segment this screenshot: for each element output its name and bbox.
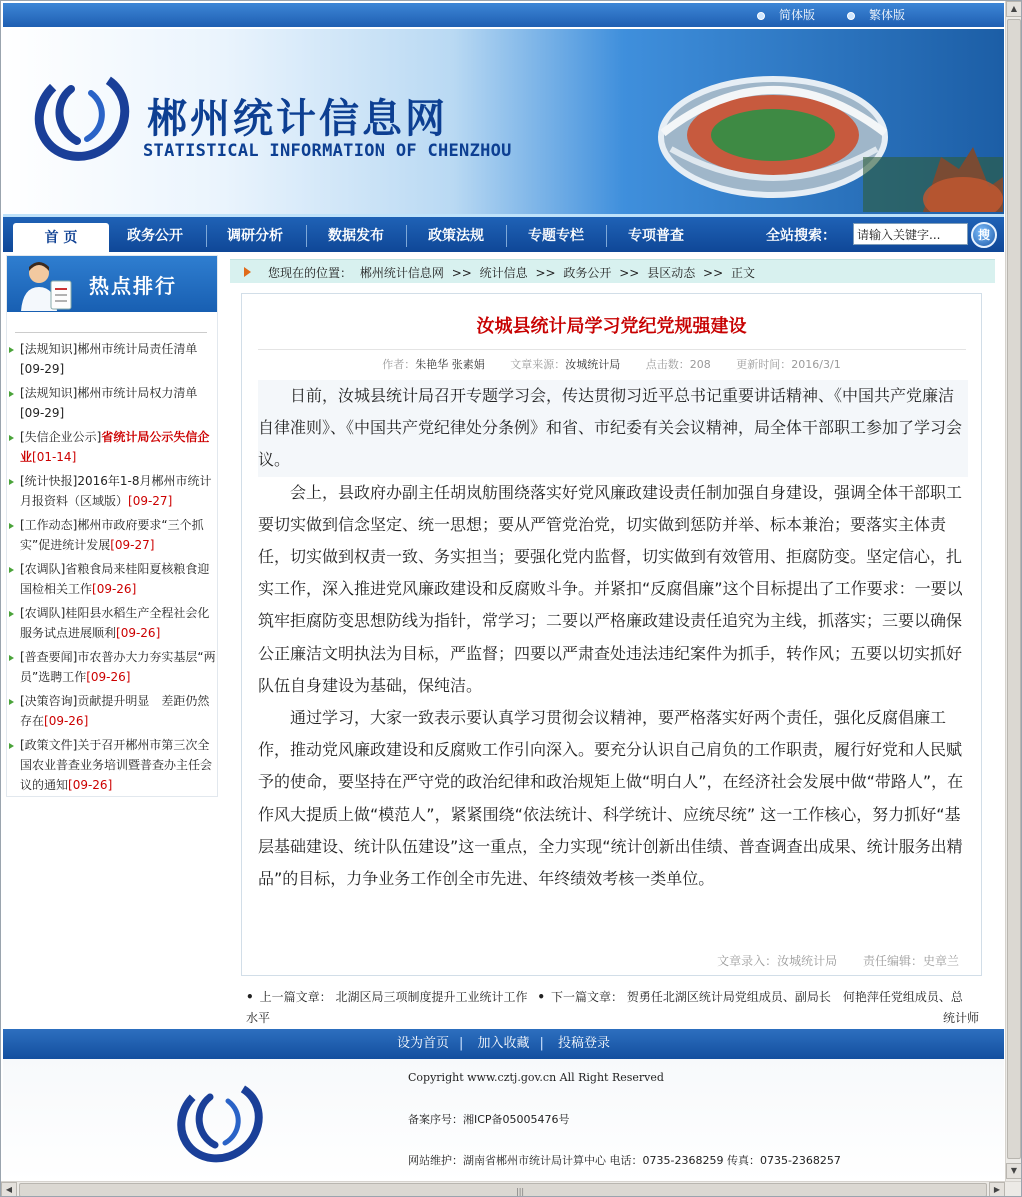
breadcrumb-link[interactable]: 统计信息 <box>479 266 528 280</box>
search-button[interactable]: 搜 <box>971 222 997 248</box>
hot-ranking-title: 热点排行 <box>89 274 177 298</box>
item-date: [01-14] <box>32 450 77 464</box>
divider <box>258 349 966 350</box>
scroll-thumb[interactable] <box>19 1183 987 1197</box>
divider <box>15 332 207 333</box>
list-item[interactable]: [工作动态]郴州市政府要求“三个抓实”促进统计发展[09-27] <box>7 512 219 556</box>
arrow-icon <box>9 391 14 397</box>
list-item[interactable]: [决策咨询]贡献提升明显 差距仍然存在[09-26] <box>7 688 219 732</box>
prev-article-link-tail[interactable]: 水平 <box>246 1011 271 1025</box>
list-item[interactable]: [失信企业公示]省统计局公示失信企业[01-14] <box>7 424 219 468</box>
article-author: 朱艳华 张素娟 <box>415 358 485 371</box>
article-source: 汝城统计局 <box>565 358 621 371</box>
hot-ranking-header <box>7 256 217 312</box>
set-homepage-link[interactable]: 设为首页 <box>396 1036 449 1051</box>
list-item[interactable]: [法规知识]郴州市统计局权力清单 [09-29] <box>7 380 219 424</box>
site-footer <box>3 1059 1004 1182</box>
stadium-image <box>623 37 1003 212</box>
scroll-down-icon[interactable]: ▼ <box>1006 1163 1022 1179</box>
arrow-icon <box>9 523 14 529</box>
article-paragraph: 日前，汝城县统计局召开专题学习会，传达贯彻习近平总书记重要讲话精神、《中国共产党廉洁自律准则》、《中国共产党纪律处分条例》和省、市纪委有关会议精神，局全体干部职工参加了学习会议。 <box>258 380 968 477</box>
scroll-up-icon[interactable]: ▲ <box>1006 1 1022 17</box>
horizontal-scrollbar[interactable] <box>1 1181 1021 1197</box>
nav-research[interactable]: 调研分析 <box>227 228 283 244</box>
item-date: [09-26] <box>92 582 137 596</box>
list-item[interactable]: [政策文件]关于召开郴州市第三次全国农业普查业务培训暨普查办主任会议的通知[09-26] <box>7 732 219 796</box>
item-date: [09-27] <box>128 494 173 508</box>
prev-next-links: • 上一篇文章： 北湖区局三项制度提升工业统计工作 • 下一篇文章： 贺勇任北湖区统计局党组成员、副局长 何艳萍任党组成员、总 水平 统计师 <box>246 987 979 1029</box>
icp-text: 备案序号：湘ICP备05005476号 <box>408 1113 570 1126</box>
article-entry: 汝城统计局 <box>777 954 838 968</box>
bullet-icon: • <box>537 990 546 1004</box>
article-box <box>241 293 982 976</box>
item-date: [09-26] <box>86 670 131 684</box>
article-paragraph: 通过学习，大家一致表示要认真学习贯彻会议精神，要严格落实好两个责任，强化反腐倡廉工作，推动党风廉政建设和反腐败工作引向深入。要充分认识自己肩负的工作职责，履行好党和人民赋予的使命，要坚持在严守党的政治纪律和政治规矩上做“明白人”，在经济社会发展中做“带路人”，在作风大提质上做“模范人”，紧紧围绕“依法统计、科学统计、应统尽统” 这一工作核心，努力抓好“基层基础建设、统计队伍建设”这一重点，全力实现“统计创新出佳绩、普查调查出成果、统计服务出精品”的目标，力争业务工作创全市先进、年终绩效考核一类单位。 <box>258 708 964 889</box>
arrow-icon <box>244 267 251 277</box>
item-date: [09-29] <box>20 362 65 376</box>
search-label: 全站搜索： <box>766 228 836 244</box>
article-meta: 作者：朱艳华 张素娟 文章来源：汝城统计局 点击数：208 更新时间：2016/3/1 <box>382 358 841 371</box>
scroll-thumb[interactable] <box>1007 19 1021 1159</box>
footer-logo-icon <box>175 1079 265 1163</box>
arrow-icon <box>9 347 14 353</box>
search-input[interactable] <box>853 223 968 245</box>
article-title: 汝城县统计局学习党纪党规强建设 <box>476 316 747 337</box>
breadcrumb-link[interactable]: 县区动态 <box>647 266 696 280</box>
next-article-link[interactable]: 贺勇任北湖区统计局党组成员、副局长 何艳萍任党组成员、总 <box>626 990 963 1004</box>
arrow-icon <box>9 655 14 661</box>
nav-government-affairs[interactable]: 政务公开 <box>127 228 183 244</box>
traditional-link[interactable]: 繁体版 <box>847 6 905 23</box>
next-article-link-tail[interactable]: 统计师 <box>942 1011 979 1025</box>
add-favorite-link[interactable]: 加入收藏 <box>477 1036 530 1051</box>
maintenance-text: 网站维护：湖南省郴州市统计局计算中心 电话：0735-2368259 传真：0735-2368257 <box>408 1154 841 1167</box>
site-subtitle: STATISTICAL INFORMATION OF CHENZHOU <box>143 141 512 161</box>
person-clipboard-icon <box>17 259 75 311</box>
top-language-bar <box>3 3 1004 27</box>
arrow-icon <box>9 567 14 573</box>
bullet-icon: • <box>246 990 254 1004</box>
prev-article-link[interactable]: 北湖区局三项制度提升工业统计工作 <box>335 990 528 1004</box>
item-date: [09-27] <box>110 538 155 552</box>
article-paragraph: 会上，县政府办副主任胡岚舫围绕落实好党风廉政建设责任制加强自身建设，强调全体干部职工要切实做到信念坚定、统一思想；要从严管党治党，切实做到惩防并举、标本兼治；要落实主体责任，切实做到权责一致、务实担当；要强化党内监督，切实做到有效管用、拒腐防变。坚定信心，扎实工作，深入推进党风廉政建设和反腐败斗争。并紧扣“反腐倡廉”这个目标提出了工作要求：一要以筑牢拒腐防变思想防线为指针，常学习；二要以严格廉政建设责任追究为主线，抓落实；三要以确保公正廉洁文明执法为目标，严监督；四要以严肃查处违法违纪案件为抓手，转作风；五要以切实抓好队伍自身建设为基础，保纯洁。 <box>258 482 963 695</box>
article-editor: 史章兰 <box>922 954 959 968</box>
breadcrumb-label: 您现在的位置： <box>268 266 353 280</box>
breadcrumb-link[interactable]: 政务公开 <box>563 266 612 280</box>
hot-ranking-list <box>7 336 219 796</box>
nav-topics[interactable]: 专题专栏 <box>528 228 584 244</box>
arrow-icon <box>9 611 14 617</box>
vertical-scrollbar[interactable] <box>1005 1 1021 1181</box>
simplified-link[interactable]: 简体版 <box>757 6 815 23</box>
main-nav <box>3 214 1004 252</box>
article-updated: 2016/3/1 <box>791 358 841 371</box>
breadcrumb-separator: >> <box>451 266 472 280</box>
item-date: [09-26] <box>68 778 113 792</box>
arrow-icon <box>9 743 14 749</box>
site-logo-icon <box>33 69 131 161</box>
site-title: 郴州统计信息网 <box>147 96 448 142</box>
breadcrumb-current: 正文 <box>730 266 755 280</box>
arrow-icon <box>9 699 14 705</box>
list-item[interactable]: [普查要闻]市农普办大力夯实基层“两员”选聘工作[09-26] <box>7 644 219 688</box>
breadcrumb-link[interactable]: 郴州统计信息网 <box>359 266 444 280</box>
nav-divider <box>506 225 507 247</box>
article-footer: 文章录入：汝城统计局 责任编辑：史章兰 <box>717 954 959 968</box>
nav-divider <box>606 225 607 247</box>
breadcrumb-separator: >> <box>619 266 640 280</box>
copyright-text: Copyright www.cztj.gov.cn All Right Reserved <box>408 1071 664 1084</box>
bullet-icon <box>757 12 765 20</box>
nav-divider <box>406 225 407 247</box>
list-item[interactable]: [农调队]桂阳县水稻生产全程社会化服务试点进展顺利[09-26] <box>7 600 219 644</box>
item-date: [09-26] <box>116 626 161 640</box>
footer-nav: 设为首页 | 加入收藏 | 投稿登录 <box>3 1029 1004 1059</box>
article-body <box>258 380 968 895</box>
site-banner <box>3 29 1004 214</box>
submit-login-link[interactable]: 投稿登录 <box>558 1036 611 1051</box>
breadcrumb <box>230 259 995 283</box>
bullet-icon <box>847 12 855 20</box>
nav-policy[interactable]: 政策法规 <box>428 228 484 244</box>
nav-home[interactable]: 首 页 <box>13 223 109 252</box>
hot-ranking-panel <box>6 255 218 797</box>
nav-divider <box>306 225 307 247</box>
list-item[interactable]: [统计快报]2016年1-8月郴州市统计月报资料（区域版）[09-27] <box>7 468 219 512</box>
scroll-right-icon[interactable]: ▶ <box>989 1182 1005 1197</box>
nav-census[interactable]: 专项普查 <box>628 228 684 244</box>
item-date: [09-26] <box>44 714 89 728</box>
item-date: [09-29] <box>20 406 65 420</box>
arrow-icon <box>9 435 14 441</box>
article-hits: 208 <box>689 358 711 371</box>
breadcrumb-separator: >> <box>703 266 724 280</box>
grip-icon: ||| <box>516 1187 525 1196</box>
list-item[interactable]: [农调队]省粮食局来桂阳夏核粮食迎国检相关工作[09-26] <box>7 556 219 600</box>
arrow-icon <box>9 479 14 485</box>
scroll-left-icon[interactable]: ◀ <box>1 1182 17 1197</box>
nav-data-release[interactable]: 数据发布 <box>328 228 384 244</box>
list-item[interactable]: [法规知识]郴州市统计局责任清单 [09-29] <box>7 336 219 380</box>
breadcrumb-separator: >> <box>535 266 556 280</box>
